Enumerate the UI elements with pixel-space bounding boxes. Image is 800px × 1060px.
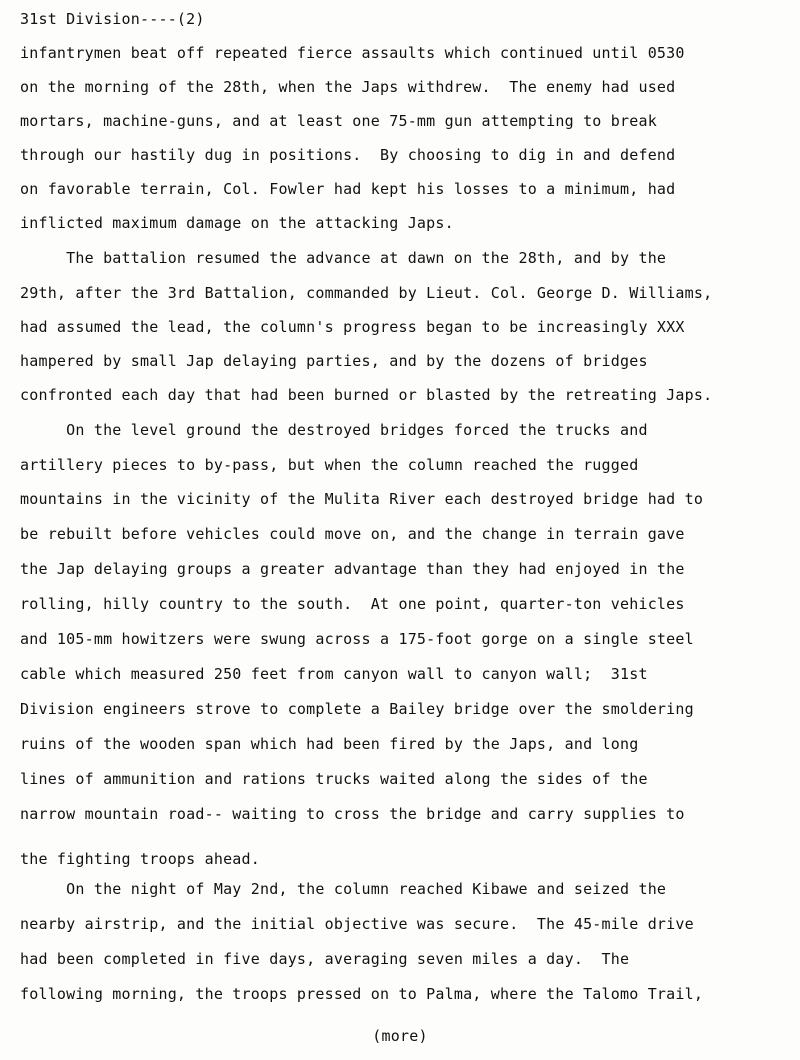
text-line: 29th, after the 3rd Battalion, commanded by Lieut. Col. George D. Williams, bbox=[20, 284, 713, 302]
text-line: artillery pieces to by-pass, but when the column reached the rugged bbox=[20, 456, 639, 474]
text-line: lines of ammunition and rations trucks waited along the sides of the bbox=[20, 770, 648, 788]
text-line: through our hastily dug in positions. By choosing to dig in and defend bbox=[20, 146, 676, 164]
text-line: Division engineers strove to complete a Bailey bridge over the smoldering bbox=[20, 700, 694, 718]
text-line: On the night of May 2nd, the column reached Kibawe and seized the bbox=[20, 880, 667, 898]
text-line: hampered by small Jap delaying parties, and by the dozens of bridges bbox=[20, 352, 648, 370]
text-line: the Jap delaying groups a greater advantage than they had enjoyed in the bbox=[20, 560, 685, 578]
text-line: mortars, machine-guns, and at least one 75-mm gun attempting to break bbox=[20, 112, 657, 130]
text-line: the fighting troops ahead. bbox=[20, 850, 260, 868]
text-line: inflicted maximum damage on the attacking Japs. bbox=[20, 214, 454, 232]
text-line: The battalion resumed the advance at dawn on the 28th, and by the bbox=[20, 249, 667, 267]
text-line: had assumed the lead, the column's progress began to be increasingly XXX bbox=[20, 318, 685, 336]
text-line: rolling, hilly country to the south. At one point, quarter-ton vehicles bbox=[20, 595, 685, 613]
text-line: and 105-mm howitzers were swung across a 175-foot gorge on a single steel bbox=[20, 630, 694, 648]
text-line: confronted each day that had been burned or blasted by the retreating Japs. bbox=[20, 386, 713, 404]
text-line: cable which measured 250 feet from canyon wall to canyon wall; 31st bbox=[20, 665, 648, 683]
text-line: nearby airstrip, and the initial objective was secure. The 45-mile drive bbox=[20, 915, 694, 933]
text-line: infantrymen beat off repeated fierce assaults which continued until 0530 bbox=[20, 44, 685, 62]
text-line: narrow mountain road-- waiting to cross the bridge and carry supplies to bbox=[20, 805, 685, 823]
more-indicator: (more) bbox=[372, 1027, 428, 1045]
text-line: on the morning of the 28th, when the Japs withdrew. The enemy had used bbox=[20, 78, 676, 96]
text-line: following morning, the troops pressed on to Palma, where the Talomo Trail, bbox=[20, 985, 704, 1003]
text-line: had been completed in five days, averaging seven miles a day. The bbox=[20, 950, 630, 968]
text-line: On the level ground the destroyed bridges forced the trucks and bbox=[20, 421, 648, 439]
text-line: on favorable terrain, Col. Fowler had kept his losses to a minimum, had bbox=[20, 180, 676, 198]
text-line: be rebuilt before vehicles could move on, and the change in terrain gave bbox=[20, 525, 685, 543]
text-line: ruins of the wooden span which had been fired by the Japs, and long bbox=[20, 735, 639, 753]
text-line: mountains in the vicinity of the Mulita River each destroyed bridge had to bbox=[20, 490, 704, 508]
page-header: 31st Division----(2) bbox=[20, 10, 205, 28]
